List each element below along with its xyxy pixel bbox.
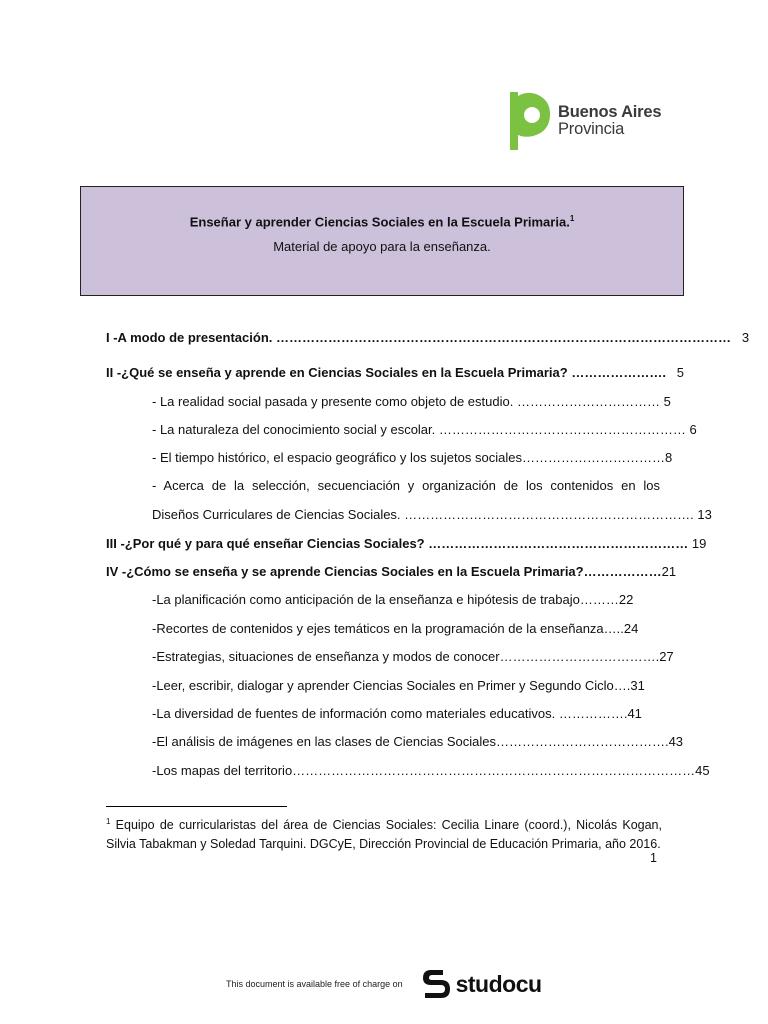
- toc-entry-text: - La realidad social pasada y presente como objeto de estudio. ……………………………: [152, 394, 660, 409]
- document-title-line: [81, 214, 683, 229]
- provincia-logo-icon: [508, 92, 552, 150]
- toc-entry[interactable]: [152, 761, 710, 781]
- toc-entry-text: Diseños Curriculares de Ciencias Sociales. ………………………………………………………….: [152, 507, 694, 522]
- toc-entry-text: - La naturaleza del conocimiento social y escolar. …………………………………………………: [152, 422, 686, 437]
- toc-entry-text: I -A modo de presentación. ……………………………………………………………………………………………: [106, 330, 731, 345]
- toc-entry-text: -Recortes de contenidos y ejes temáticos en la programación de la enseñanza…..: [152, 621, 624, 636]
- footnote-separator: [106, 806, 287, 807]
- toc-entry-continuation[interactable]: [152, 505, 712, 525]
- toc-entry-page: 43: [668, 734, 684, 749]
- toc-entry-page: 19: [691, 536, 707, 551]
- toc-entry[interactable]: [106, 534, 706, 554]
- toc-entry-page: 27: [659, 649, 674, 664]
- toc-entry-page: 3: [741, 330, 750, 345]
- toc-entry[interactable]: [152, 647, 674, 667]
- toc-entry[interactable]: [152, 619, 638, 639]
- toc-entry-page: 41: [627, 706, 642, 721]
- studocu-footer[interactable]: [226, 968, 542, 1000]
- studocu-brand: studocu: [455, 970, 542, 997]
- footnote-marker: 1: [106, 817, 111, 826]
- logo-line-1: Buenos Aires: [558, 103, 662, 121]
- toc-entry-text: -Leer, escribir, dialogar y aprender Ciencias Sociales en Primer y Segundo Ciclo….: [152, 678, 631, 693]
- toc-entry-text: -La diversidad de fuentes de información como materiales educativos. …………….: [152, 706, 628, 721]
- toc-entry[interactable]: [106, 363, 684, 383]
- toc-entry-page: 13: [697, 507, 712, 522]
- toc-entry[interactable]: [106, 328, 749, 348]
- toc-entry[interactable]: [152, 392, 671, 412]
- title-footnote-marker: 1: [569, 214, 575, 223]
- footnote: [106, 812, 662, 854]
- toc-entry-page: 24: [623, 621, 639, 636]
- buenos-aires-provincia-logo: [508, 92, 661, 150]
- toc-entry-page: 5: [676, 365, 685, 380]
- toc-entry-page: 8: [664, 450, 673, 465]
- title-box: [80, 186, 684, 296]
- document-title: Enseñar y aprender Ciencias Sociales en la Escuela Primaria.: [189, 214, 570, 230]
- footnote-text: Equipo de curricularistas del área de Ciencias Sociales: Cecilia Linare (coord.), Nicolás Kogan, Silvia Tabakman y Soledad Tarquini. DGCyE, Dirección Provincial de Educación Primaria, año 2016.: [106, 818, 662, 852]
- toc-entry-text: -Estrategias, situaciones de enseñanza y modos de conocer……………………………….: [152, 649, 660, 664]
- toc-entry[interactable]: [152, 448, 672, 468]
- toc-entry-text: -El análisis de imágenes en las clases de Ciencias Sociales………………………………….: [152, 734, 669, 749]
- toc-entry-text: II -¿Qué se enseña y aprende en Ciencias Sociales en la Escuela Primaria? ………………….: [106, 365, 666, 380]
- toc-entry-page: 5: [663, 394, 671, 409]
- toc-entry[interactable]: [152, 420, 697, 440]
- toc-entry-page: 31: [630, 678, 645, 693]
- availability-text: This document is available free of charge on: [226, 979, 403, 989]
- toc-entry[interactable]: [152, 476, 660, 496]
- page-number: 1: [650, 851, 657, 865]
- logo-wordmark: [558, 104, 661, 138]
- toc-entry-text: IV -¿Cómo se enseña y se aprende Ciencias Sociales en la Escuela Primaria?………………: [106, 564, 662, 579]
- toc-entry-text: -Los mapas del territorio…………………………………………………………………………………: [152, 763, 696, 778]
- toc-entry-page: 45: [695, 763, 710, 778]
- toc-entry-text: - El tiempo histórico, el espacio geográfico y los sujetos sociales……………………………: [152, 450, 665, 465]
- toc-entry[interactable]: [152, 676, 645, 696]
- toc-entry-page: 6: [689, 422, 697, 437]
- toc-entry-text: -La planificación como anticipación de la enseñanza e hipótesis de trabajo………: [152, 592, 619, 607]
- document-subtitle: Material de apoyo para la enseñanza.: [273, 239, 491, 255]
- toc-entry-page: 22: [618, 592, 634, 607]
- toc-entry[interactable]: [106, 562, 676, 582]
- studocu-logo-icon: [421, 968, 451, 1000]
- toc-entry[interactable]: [152, 732, 683, 752]
- toc-entry-text: III -¿Por qué y para qué enseñar Ciencias Sociales? ……………………………………………………: [106, 536, 689, 551]
- toc-entry-text: - Acerca de la selección, secuenciación y organización de los contenidos en los: [152, 478, 660, 493]
- logo-line-2: Provincia: [558, 120, 625, 138]
- toc-entry-page: 21: [661, 564, 677, 579]
- toc-entry[interactable]: [152, 704, 642, 724]
- toc-entry[interactable]: [152, 590, 633, 610]
